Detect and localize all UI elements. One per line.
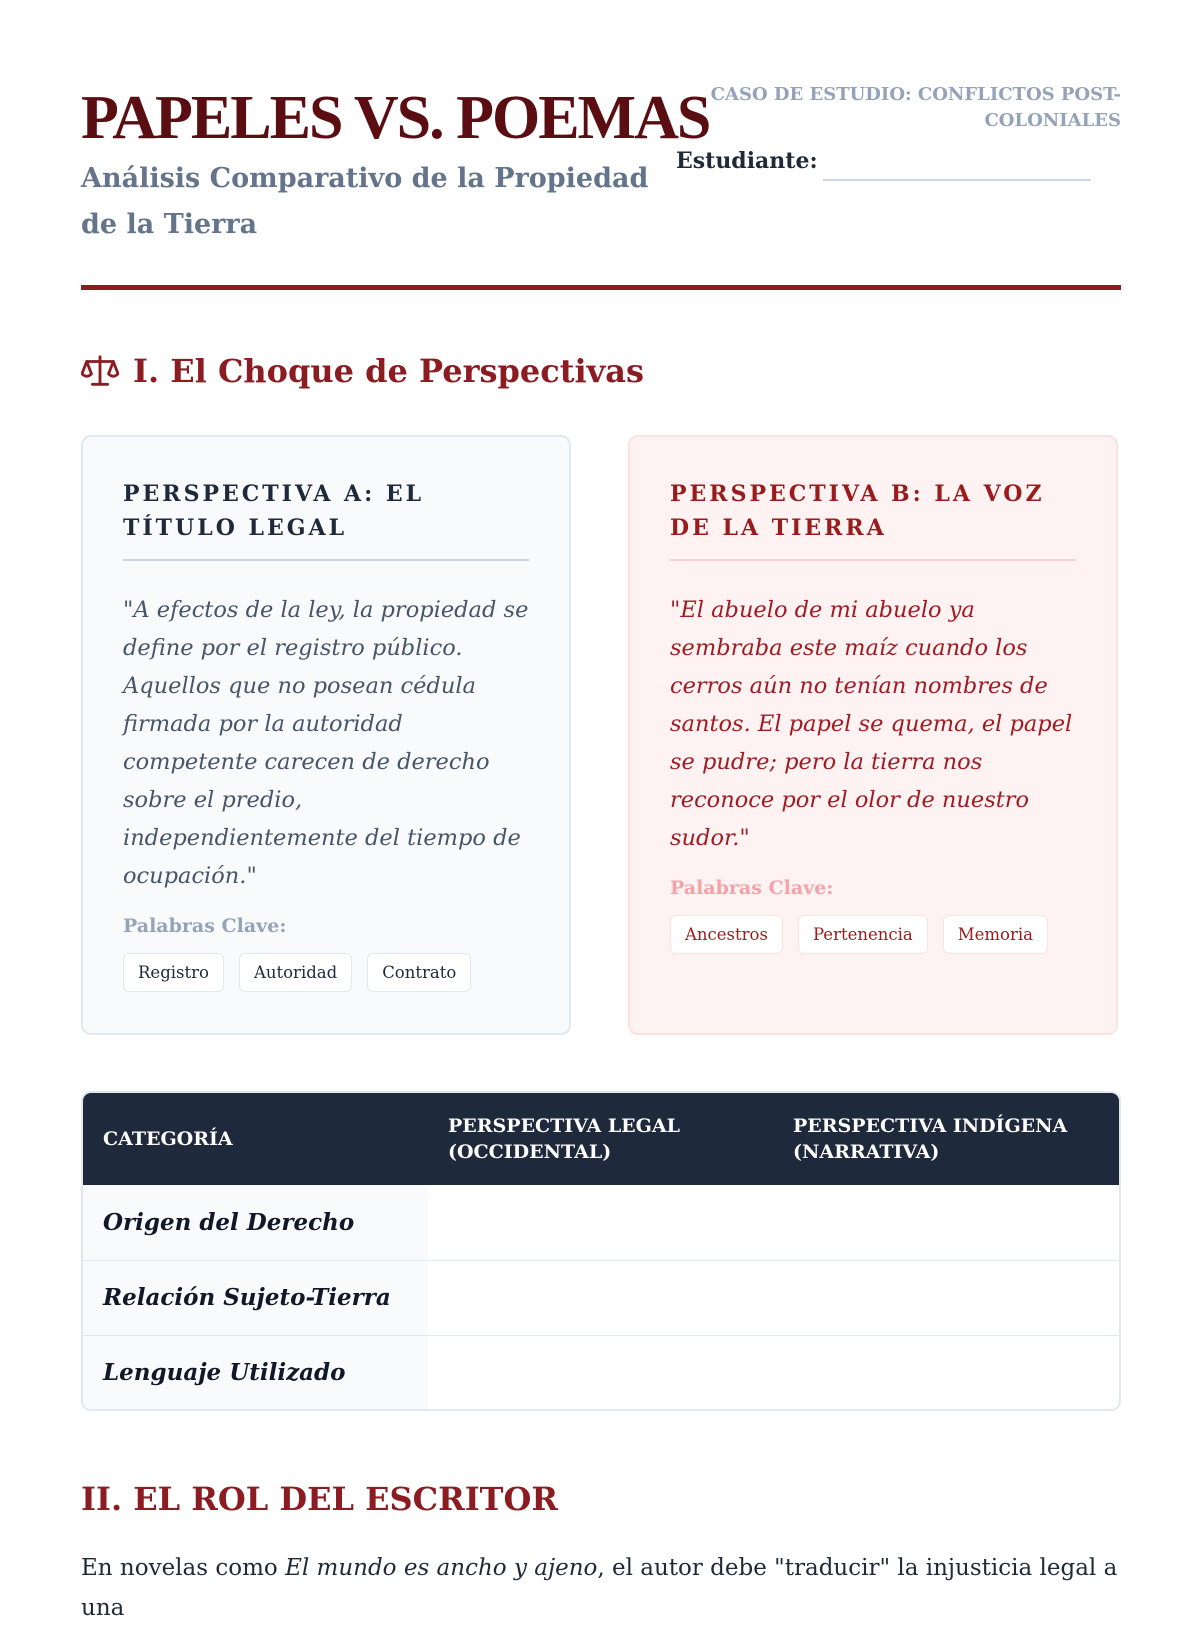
section-1-title: I. El Choque de Perspectivas <box>133 352 644 390</box>
keyword-tags <box>123 953 529 992</box>
answer-cell-legal[interactable] <box>428 1335 773 1410</box>
student-name-field[interactable] <box>823 179 1091 181</box>
comparison-table <box>81 1091 1121 1411</box>
row-category: Lenguaje Utilizado <box>83 1335 428 1410</box>
keyword-tag: Contrato <box>367 953 471 992</box>
column-header: CATEGORÍA <box>103 1128 233 1150</box>
section-2-paragraph <box>81 1548 1121 1628</box>
keyword-tag: Memoria <box>943 915 1048 954</box>
page-subtitle: Análisis Comparativo de la Propiedad de la Tierra <box>81 163 649 240</box>
perspective-b-card <box>628 435 1118 1035</box>
page-header <box>81 80 1121 295</box>
section-1-heading <box>81 346 644 396</box>
answer-cell-indigenous[interactable] <box>773 1260 1119 1335</box>
header-divider <box>81 285 1121 290</box>
keywords-label: Palabras Clave: <box>670 877 834 899</box>
column-header: PERSPECTIVA INDÍGENA (NARRATIVA) <box>793 1115 1068 1163</box>
column-header: PERSPECTIVA LEGAL (OCCIDENTAL) <box>448 1115 680 1163</box>
card-quote: "El abuelo de mi abuelo ya sembraba este maíz cuando los cerros aún no tenían nombres de santos. El papel se quema, el papel se pudre; pero la tierra nos reconoce por el olor de nuestro sudor." <box>670 597 1073 851</box>
table-row <box>83 1260 1119 1335</box>
student-label: Estudiante: <box>676 148 818 174</box>
answer-cell-indigenous[interactable] <box>773 1335 1119 1410</box>
keyword-tag: Pertenencia <box>798 915 928 954</box>
case-study-label: CASO DE ESTUDIO: CONFLICTOS POST-COLONIALES <box>710 84 1121 131</box>
answer-cell-legal[interactable] <box>428 1185 773 1260</box>
paragraph-text: , el autor debe "traducir" la injusticia legal a una <box>81 1555 1118 1621</box>
keywords-label: Palabras Clave: <box>123 915 287 937</box>
answer-cell-indigenous[interactable] <box>773 1185 1119 1260</box>
perspective-a-card <box>81 435 571 1035</box>
table-row <box>83 1335 1119 1410</box>
book-title: El mundo es ancho y ajeno <box>285 1555 598 1581</box>
keyword-tag: Ancestros <box>670 915 783 954</box>
card-quote: "A efectos de la ley, la propiedad se define por el registro público. Aquellos que no posean cédula firmada por la autoridad competente carecen de derecho sobre el predio, independientemente del tiempo de ocupación." <box>123 597 529 889</box>
keyword-tags <box>670 915 1076 954</box>
table-header-row <box>83 1093 1119 1185</box>
row-category: Origen del Derecho <box>83 1185 428 1260</box>
answer-cell-legal[interactable] <box>428 1260 773 1335</box>
page-title: PAPELES VS. POEMAS <box>81 84 710 152</box>
section-2-title: II. EL ROL DEL ESCRITOR <box>81 1480 558 1518</box>
row-category: Relación Sujeto-Tierra <box>83 1260 428 1335</box>
scale-icon <box>81 352 119 390</box>
paragraph-text: En novelas como <box>81 1555 286 1581</box>
table-row <box>83 1185 1119 1260</box>
card-title: PERSPECTIVA A: EL TÍTULO LEGAL <box>123 477 529 561</box>
keyword-tag: Autoridad <box>239 953 352 992</box>
keyword-tag: Registro <box>123 953 224 992</box>
card-title: PERSPECTIVA B: LA VOZ DE LA TIERRA <box>670 477 1076 561</box>
